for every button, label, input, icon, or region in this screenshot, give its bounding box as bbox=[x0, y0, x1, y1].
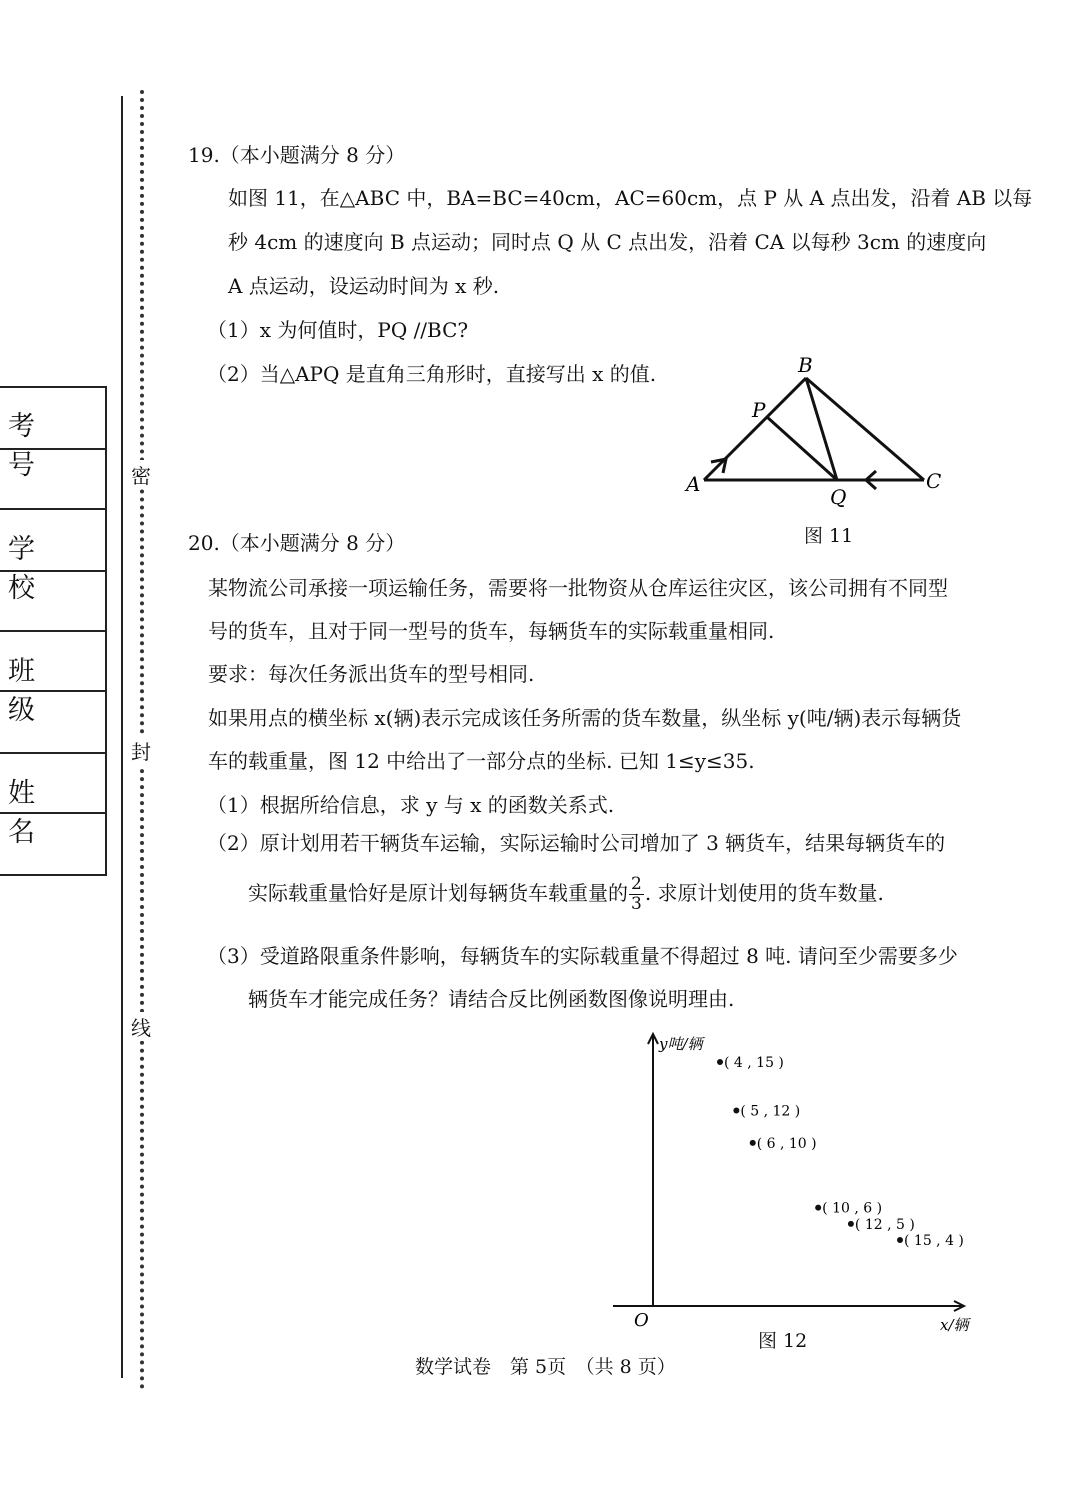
info-table bbox=[0, 386, 107, 876]
point-label-c: C bbox=[926, 469, 942, 493]
binding-solid-line bbox=[121, 96, 123, 1378]
point-label-p: P bbox=[752, 398, 766, 422]
q20-text-p5: 车的载重量，图 12 中给出了一部分点的坐标. 已知 1≤y≤35. bbox=[208, 749, 755, 773]
scatter-point-label-6: ( 15 , 4 ) bbox=[904, 1233, 964, 1249]
figure-12-scatter-plot bbox=[610, 1030, 980, 1340]
q20-part2-line1: （2）原计划用若干辆货车运输，实际运输时公司增加了 3 辆货车，结果每辆货车的 bbox=[207, 831, 946, 855]
scatter-point-label-3: ( 6 , 10 ) bbox=[756, 1135, 817, 1152]
seal-char-mi: 密 bbox=[131, 460, 151, 489]
q19-part2: （2）当△APQ 是直角三角形时，直接写出 x 的值. bbox=[207, 362, 657, 386]
q19-text-line3: A 点运动，设运动时间为 x 秒. bbox=[228, 274, 500, 298]
q20-text-p4: 如果用点的横坐标 x(辆)表示完成该任务所需的货车数量，纵坐标 y(吨/辆)表示每辆货 bbox=[208, 706, 962, 730]
q20-text-p3: 要求：每次任务派出货车的型号相同. bbox=[208, 662, 535, 686]
q20-text-p2: 号的货车，且对于同一型号的货车，每辆货车的实际载重量相同. bbox=[208, 619, 775, 643]
scatter-point-6 bbox=[897, 1237, 903, 1243]
info-row-divider bbox=[0, 630, 105, 632]
scatter-point-label-5: ( 12 , 5 ) bbox=[854, 1216, 915, 1233]
scatter-point-4 bbox=[815, 1205, 821, 1211]
point-label-b: B bbox=[798, 353, 813, 377]
exam-number-label: 考 号 bbox=[8, 411, 57, 481]
scatter-point-2 bbox=[733, 1108, 739, 1114]
school-label: 学 校 bbox=[8, 534, 57, 604]
x-axis-label: x/辆 bbox=[940, 1316, 969, 1334]
q20-part3-line2: 辆货车才能完成任务？请结合反比例函数图像说明理由. bbox=[248, 987, 735, 1011]
figure-11-triangle bbox=[680, 350, 960, 520]
info-row-divider bbox=[0, 508, 105, 510]
name-label: 姓 名 bbox=[8, 778, 57, 848]
point-label-q: Q bbox=[830, 485, 847, 509]
info-row-divider bbox=[0, 752, 105, 754]
scatter-point-1 bbox=[717, 1059, 723, 1065]
q20-part2-post: . 求原计划使用的货车数量. bbox=[644, 881, 884, 905]
q20-part1: （1）根据所给信息，求 y 与 x 的函数关系式. bbox=[207, 793, 615, 817]
q19-text-line2: 秒 4cm 的速度向 B 点运动；同时点 Q 从 C 点出发，沿着 CA 以每秒 3cm 的速度向 bbox=[228, 230, 987, 254]
point-label-a: A bbox=[686, 472, 701, 496]
seal-char-feng: 封 bbox=[131, 736, 151, 765]
q19-part1: （1）x 为何值时，PQ //BC? bbox=[207, 318, 469, 342]
figure-11-caption: 图 11 bbox=[804, 525, 854, 547]
y-axis-label: y吨/辆 bbox=[659, 1035, 703, 1053]
fraction-denominator: 3 bbox=[631, 894, 642, 914]
scatter-points bbox=[717, 1055, 964, 1249]
q19-text-line1: 如图 11，在△ABC 中，BA=BC=40cm，AC=60cm，点 P 从 A 点出发，沿着 AB 以每 bbox=[228, 186, 1033, 210]
page-footer: 数学试卷 第 5页 （共 8 页） bbox=[415, 1356, 676, 1378]
fraction-numerator: 2 bbox=[631, 874, 642, 894]
scatter-point-label-1: ( 4 , 15 ) bbox=[724, 1055, 784, 1071]
q20-heading: 20.（本小题满分 8 分） bbox=[188, 531, 406, 555]
seal-char-xian: 线 bbox=[131, 1012, 151, 1041]
origin-label: O bbox=[634, 1310, 649, 1331]
scatter-point-label-4: ( 10 , 6 ) bbox=[822, 1200, 883, 1217]
scatter-point-5 bbox=[848, 1221, 854, 1227]
fraction-two-thirds bbox=[629, 876, 644, 913]
scatter-point-3 bbox=[750, 1140, 756, 1146]
q19-heading: 19.（本小题满分 8 分） bbox=[188, 143, 406, 167]
q20-part2-line2 bbox=[248, 876, 884, 913]
q20-part3-line1: （3）受道路限重条件影响，每辆货车的实际载重量不得超过 8 吨. 请问至少需要多少 bbox=[207, 944, 958, 968]
class-label: 班 级 bbox=[8, 656, 57, 726]
q20-text-p1: 某物流公司承接一项运输任务，需要将一批物资从仓库运往灾区，该公司拥有不同型 bbox=[208, 576, 948, 600]
figure-12-caption: 图 12 bbox=[758, 1330, 808, 1352]
scatter-point-label-2: ( 5 , 12 ) bbox=[740, 1103, 801, 1120]
q20-part2-pre: 实际载重量恰好是原计划每辆货车载重量的 bbox=[248, 881, 628, 905]
